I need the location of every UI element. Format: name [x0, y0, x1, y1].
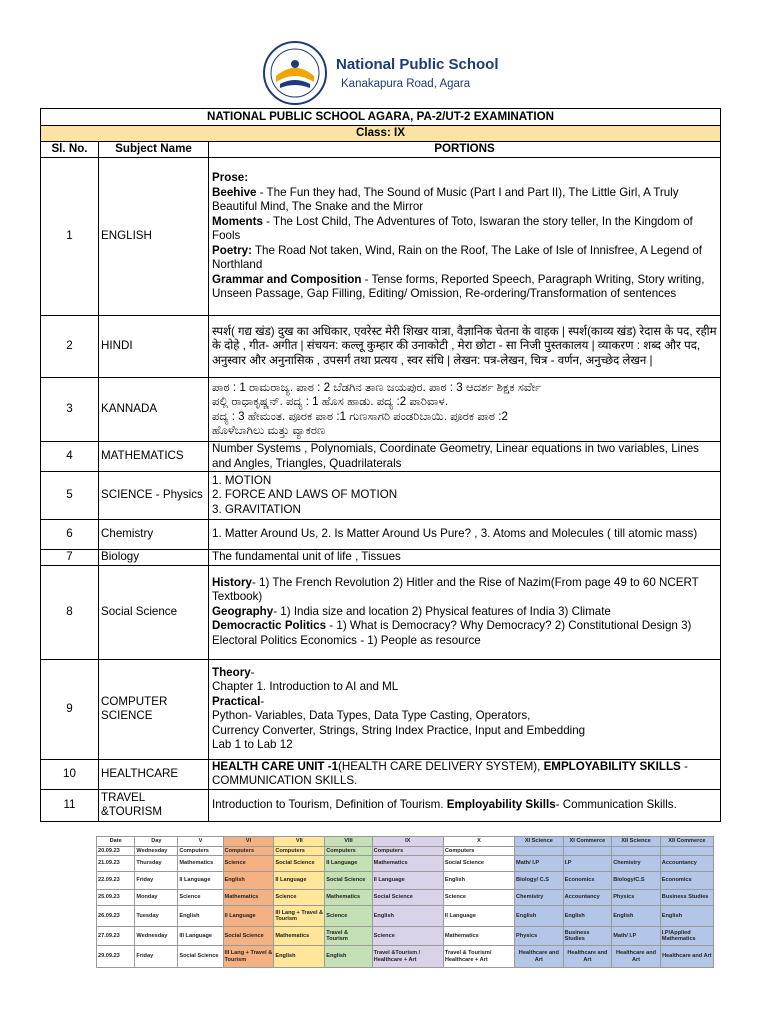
schedule-cell — [563, 847, 612, 856]
schedule-header: XI Commerce — [563, 837, 612, 847]
table-row — [41, 442, 721, 472]
table-row — [41, 316, 721, 378]
schedule-cell: English — [223, 872, 274, 890]
sl-no: 3 — [41, 378, 99, 442]
portion-text: Number Systems , Polynomials, Coordinate Geometry, Linear equations in two variables, Lines and Angles, Triangles, Quadrilaterals — [209, 442, 721, 472]
school-header — [262, 40, 562, 108]
heading: Poetry: — [212, 243, 252, 257]
schedule-header: VI — [223, 837, 274, 847]
text: (HEALTH CARE DELIVERY SYSTEM), — [338, 759, 544, 773]
portion-text: 1. Matter Around Us, 2. Is Matter Around Us Pure? , 3. Atoms and Molecules ( till atomic mass) — [209, 520, 721, 550]
schedule-cell: Chemistry — [612, 856, 661, 872]
schedule-cell: II Language — [223, 906, 274, 927]
schedule-cell: 21.09.23 — [97, 856, 135, 872]
schedule-cell: English — [325, 946, 372, 968]
sl-no: 2 — [41, 316, 99, 378]
schedule-cell: Accountancy — [563, 890, 612, 906]
schedule-cell: II Language — [443, 906, 514, 927]
schedule-header: VIII — [325, 837, 372, 847]
text: - 1) India size and location 2) Physical features of India 3) Climate — [273, 604, 611, 618]
schedule-cell: Thursday — [135, 856, 178, 872]
schedule-cell: Computers — [274, 847, 325, 856]
portions-table — [40, 108, 721, 822]
text: - The Lost Child, The Adventures of Toto, Iswaran the story teller, In the Kingdom of Fools — [212, 214, 693, 243]
schedule-cell: Computers — [325, 847, 372, 856]
line: ಪದ್ಯ : 3 ಹೇಮಂತ. ಪೂರಕ ಪಾಠ :1 ಗುಣಸಾಗರಿ ಪಂಡರಿಬಾಯಿ. ಪೂರಕ ಪಾಠ :2 — [212, 409, 508, 423]
schedule-cell: I.P — [563, 856, 612, 872]
schedule-cell: Economics — [660, 872, 713, 890]
col-sl-no: Sl. No. — [41, 142, 99, 158]
schedule-cell: Mathematics — [325, 890, 372, 906]
schedule-cell: English — [660, 906, 713, 927]
table-row — [41, 550, 721, 566]
subject-name: HEALTHCARE — [99, 759, 209, 789]
schedule-cell: Mathematics — [443, 927, 514, 946]
exam-schedule-table — [96, 836, 714, 968]
schedule-cell: Healthcare and Art — [612, 946, 661, 968]
heading: HEALTH CARE UNIT -1 — [212, 759, 339, 773]
text: - Communication Skills. — [555, 797, 677, 811]
portion-text: The fundamental unit of life , Tissues — [209, 550, 721, 566]
schedule-cell: Science — [223, 856, 274, 872]
heading: Moments — [212, 214, 263, 228]
schedule-cell: Math/ I.P — [515, 856, 564, 872]
class-row — [41, 126, 721, 142]
schedule-header: IX — [372, 837, 443, 847]
table-row — [41, 659, 721, 759]
heading: Theory — [212, 665, 251, 679]
column-header-row — [41, 142, 721, 158]
schedule-header: Date — [97, 837, 135, 847]
schedule-row — [97, 906, 714, 927]
schedule-cell: English — [443, 872, 514, 890]
schedule-cell: II Language — [274, 872, 325, 890]
schedule-cell: Biology/ C.S — [515, 872, 564, 890]
schedule-cell — [515, 847, 564, 856]
schedule-header: V — [178, 837, 223, 847]
schedule-cell: Mathematics — [178, 856, 223, 872]
schedule-cell: Social Science — [325, 872, 372, 890]
schedule-cell: Travel & Tourism — [325, 927, 372, 946]
schedule-cell: Social Science — [443, 856, 514, 872]
schedule-cell: Healthcare and Art — [515, 946, 564, 968]
table-row — [41, 520, 721, 550]
text: - — [260, 694, 265, 708]
subject-name: Chemistry — [99, 520, 209, 550]
portion-text: स्पर्श( गद्य खंड) दुख का अधिकार, एवरेस्ट मेरी शिखर यात्रा, वैज्ञानिक चेतना के वाहक | स्पर्श(काव्य खंड) रेदास के पद, रहीम के दोहे , गीत- अगीत | संचयन: कल्लू कुम्हार की उनाकोटी , मेरा छोटा - सा निजी पुस्तकालय | व्याकरण : शब्द और पद, अनुस्वार और अनुनासिक , उपसर्ग तथा प्रत्यय , स्वर संधि | लेखन: पत्र-लेखन, चित्र - वर्णन, अनुच्छेद लेखन | — [209, 316, 721, 378]
schedule-header: Day — [135, 837, 178, 847]
sl-no: 11 — [41, 789, 99, 821]
schedule-cell: Social Science — [223, 927, 274, 946]
portion-text — [209, 158, 721, 316]
schedule-header: VII — [274, 837, 325, 847]
schedule-cell: Computers — [178, 847, 223, 856]
heading: Grammar and Composition — [212, 272, 362, 286]
schedule-header: XII Science — [612, 837, 661, 847]
sl-no: 10 — [41, 759, 99, 789]
schedule-cell: I.P/Applied Mathematics — [660, 927, 713, 946]
schedule-cell: Math/ I.P — [612, 927, 661, 946]
schedule-cell: Physics — [612, 890, 661, 906]
line: Chapter 1. Introduction to AI and ML — [212, 680, 399, 693]
schedule-cell: English — [372, 906, 443, 927]
schedule-body — [97, 847, 714, 968]
schedule-cell: English — [178, 906, 223, 927]
schedule-cell: II Language — [325, 856, 372, 872]
heading: EMPLOYABILITY SKILLS — [543, 759, 681, 773]
text: - 1) The French Revolution 2) Hitler and the Rise of Nazim(From page 49 to 60 NCERT Textbook) — [212, 575, 699, 604]
schedule-header: XII Commerce — [660, 837, 713, 847]
portion-text — [209, 789, 721, 821]
schedule-cell: Mathematics — [274, 927, 325, 946]
subject-name: SCIENCE - Physics — [99, 472, 209, 520]
text: - — [250, 665, 255, 679]
subject-name: COMPUTER SCIENCE — [99, 659, 209, 759]
schedule-cell: Business Studies — [563, 927, 612, 946]
school-logo-icon — [262, 40, 328, 106]
heading: History — [212, 575, 252, 589]
col-subject: Subject Name — [99, 142, 209, 158]
schedule-header: X — [443, 837, 514, 847]
schedule-cell: Business Studies — [660, 890, 713, 906]
schedule-cell: 25.09.23 — [97, 890, 135, 906]
text: Introduction to Tourism, Definition of Tourism. — [212, 797, 447, 811]
subject-name: KANNADA — [99, 378, 209, 442]
schedule-cell: 27.09.23 — [97, 927, 135, 946]
text: - Tense forms, Reported Speech, Paragraph Writing, Story writing, Unseen Passage, Gap Filling, Editing/ Omission, Re-ordering/Transformation of sentences — [212, 272, 705, 301]
heading: Geography — [212, 604, 274, 618]
schedule-cell: Computers — [443, 847, 514, 856]
portion-text — [209, 659, 721, 759]
schedule-cell: Science — [274, 890, 325, 906]
subject-name: MATHEMATICS — [99, 442, 209, 472]
table-row — [41, 158, 721, 316]
table-row — [41, 789, 721, 821]
schedule-cell: Economics — [563, 872, 612, 890]
line: 3. GRAVITATION — [212, 502, 301, 516]
schedule-cell: 20.09.23 — [97, 847, 135, 856]
schedule-cell: Chemistry — [515, 890, 564, 906]
schedule-cell: 29.09.23 — [97, 946, 135, 968]
schedule-cell: English — [515, 906, 564, 927]
subject-name: TRAVEL &TOURISM — [99, 789, 209, 821]
table-row — [41, 472, 721, 520]
schedule-row — [97, 847, 714, 856]
schedule-row — [97, 890, 714, 906]
line: ಹೊಳೆಬಾಗಿಲು ಮತ್ತು ವ್ಯಾಕರಣ — [212, 424, 326, 437]
schedule-cell: Tuesday — [135, 906, 178, 927]
class-label: Class: IX — [41, 126, 721, 142]
schedule-cell: English — [563, 906, 612, 927]
text: - 1) What is Democracy? Why Democracy? 2) Constitutional Design 3) Electoral Politics Economics - 1) People as resource — [212, 619, 692, 647]
heading: Practical — [212, 694, 261, 708]
schedule-cell: Healthcare and Art — [660, 946, 713, 968]
schedule-cell: III Lang + Travel & Tourism — [223, 946, 274, 968]
line: 2. FORCE AND LAWS OF MOTION — [212, 488, 398, 502]
portion-text — [209, 565, 721, 659]
line: Currency Converter, Strings, String Index Practice, Input and Embedding — [212, 723, 586, 737]
schedule-cell: II Language — [178, 872, 223, 890]
portion-text — [209, 472, 721, 520]
schedule-cell: Social Science — [372, 890, 443, 906]
line: Python- Variables, Data Types, Data Type Casting, Operators, — [212, 709, 531, 722]
schedule-cell: 22.09.23 — [97, 872, 135, 890]
schedule-cell: Friday — [135, 872, 178, 890]
text: - The Fun they had, The Sound of Music (Part I and Part II), The Little Girl, A Truly Beautiful Mind, The Snake and the Mirror — [212, 185, 679, 214]
schedule-header-row — [97, 837, 714, 847]
schedule-cell: 26.09.23 — [97, 906, 135, 927]
portion-text — [209, 759, 721, 789]
sl-no: 1 — [41, 158, 99, 316]
schedule-cell: Science — [443, 890, 514, 906]
schedule-cell: Mathematics — [372, 856, 443, 872]
schedule-cell: Science — [372, 927, 443, 946]
schedule-cell — [660, 847, 713, 856]
schedule-cell: III Language — [178, 927, 223, 946]
table-row — [41, 378, 721, 442]
line: 1. MOTION — [212, 473, 272, 487]
line: Lab 1 to Lab 12 — [212, 738, 293, 751]
schedule-row — [97, 946, 714, 968]
schedule-cell: Physics — [515, 927, 564, 946]
sl-no: 7 — [41, 550, 99, 566]
schedule-cell: Computers — [223, 847, 274, 856]
schedule-cell: Friday — [135, 946, 178, 968]
school-name: National Public School — [336, 56, 499, 73]
text: -COMMUNICATION SKILLS. — [212, 759, 688, 787]
subject-name: HINDI — [99, 316, 209, 378]
exam-title: NATIONAL PUBLIC SCHOOL AGARA, PA-2/UT-2 EXAMINATION — [41, 109, 721, 126]
schedule-row — [97, 927, 714, 946]
table-row — [41, 565, 721, 659]
heading: Beehive — [212, 185, 257, 199]
table-row — [41, 759, 721, 789]
portion-text — [209, 378, 721, 442]
schedule-cell: Social Science — [178, 946, 223, 968]
col-portions: PORTIONS — [209, 142, 721, 158]
heading: Democractic Politics — [212, 619, 327, 633]
schedule-cell: Travel & Tourism/ Healthcare + Art — [443, 946, 514, 968]
heading: Prose: — [212, 171, 249, 185]
schedule-cell: English — [274, 946, 325, 968]
subject-name: ENGLISH — [99, 158, 209, 316]
line: ಪಲ್ಲಿ ರಾಧಾಕೃಷ್ಣನ್. ಪದ್ಯ : 1 ಹೊಸ ಹಾಡು. ಪದ್ಯ :2 ಪಾರಿವಾಳ. — [212, 395, 449, 408]
subject-name: Social Science — [99, 565, 209, 659]
schedule-row — [97, 856, 714, 872]
schedule-cell: Accountancy — [660, 856, 713, 872]
schedule-cell: Social Science — [274, 856, 325, 872]
schedule-cell: Computers — [372, 847, 443, 856]
schedule-cell: III Lang + Travel & Tourism — [274, 906, 325, 927]
subject-name: Biology — [99, 550, 209, 566]
schedule-cell: II Language — [372, 872, 443, 890]
line: ಪಾಠ : 1 ರಾಮರಾಜ್ಯ. ಪಾಠ : 2 ಬೆಡಗಿನ ತಾಣ ಜಯಪುರ. ಪಾಠ : 3 ಆದರ್ಶ ಶಿಕ್ಷಕ ಸರ್ವೇ — [212, 380, 542, 394]
schedule-cell: Mathematics — [223, 890, 274, 906]
schedule-cell: Monday — [135, 890, 178, 906]
school-address: Kanakapura Road, Agara — [341, 78, 471, 90]
schedule-cell: Wednesday — [135, 927, 178, 946]
sl-no: 5 — [41, 472, 99, 520]
schedule-cell: Science — [178, 890, 223, 906]
heading: Employability Skills — [446, 797, 556, 811]
sl-no: 9 — [41, 659, 99, 759]
schedule-header: XI Science — [515, 837, 564, 847]
sl-no: 6 — [41, 520, 99, 550]
sl-no: 4 — [41, 442, 99, 472]
schedule-row — [97, 872, 714, 890]
sl-no: 8 — [41, 565, 99, 659]
schedule-cell: Science — [325, 906, 372, 927]
schedule-cell: Biology/C.S — [612, 872, 661, 890]
schedule-cell: English — [612, 906, 661, 927]
schedule-cell: Travel &Tourism / Healthcare + Art — [372, 946, 443, 968]
schedule-cell: Wednesday — [135, 847, 178, 856]
schedule-cell: Healthcare and Art — [563, 946, 612, 968]
title-row — [41, 109, 721, 126]
schedule-cell — [612, 847, 661, 856]
text: The Road Not taken, Wind, Rain on the Roof, The Lake of Isle of Innisfree, A Legend of Northland — [212, 243, 703, 272]
